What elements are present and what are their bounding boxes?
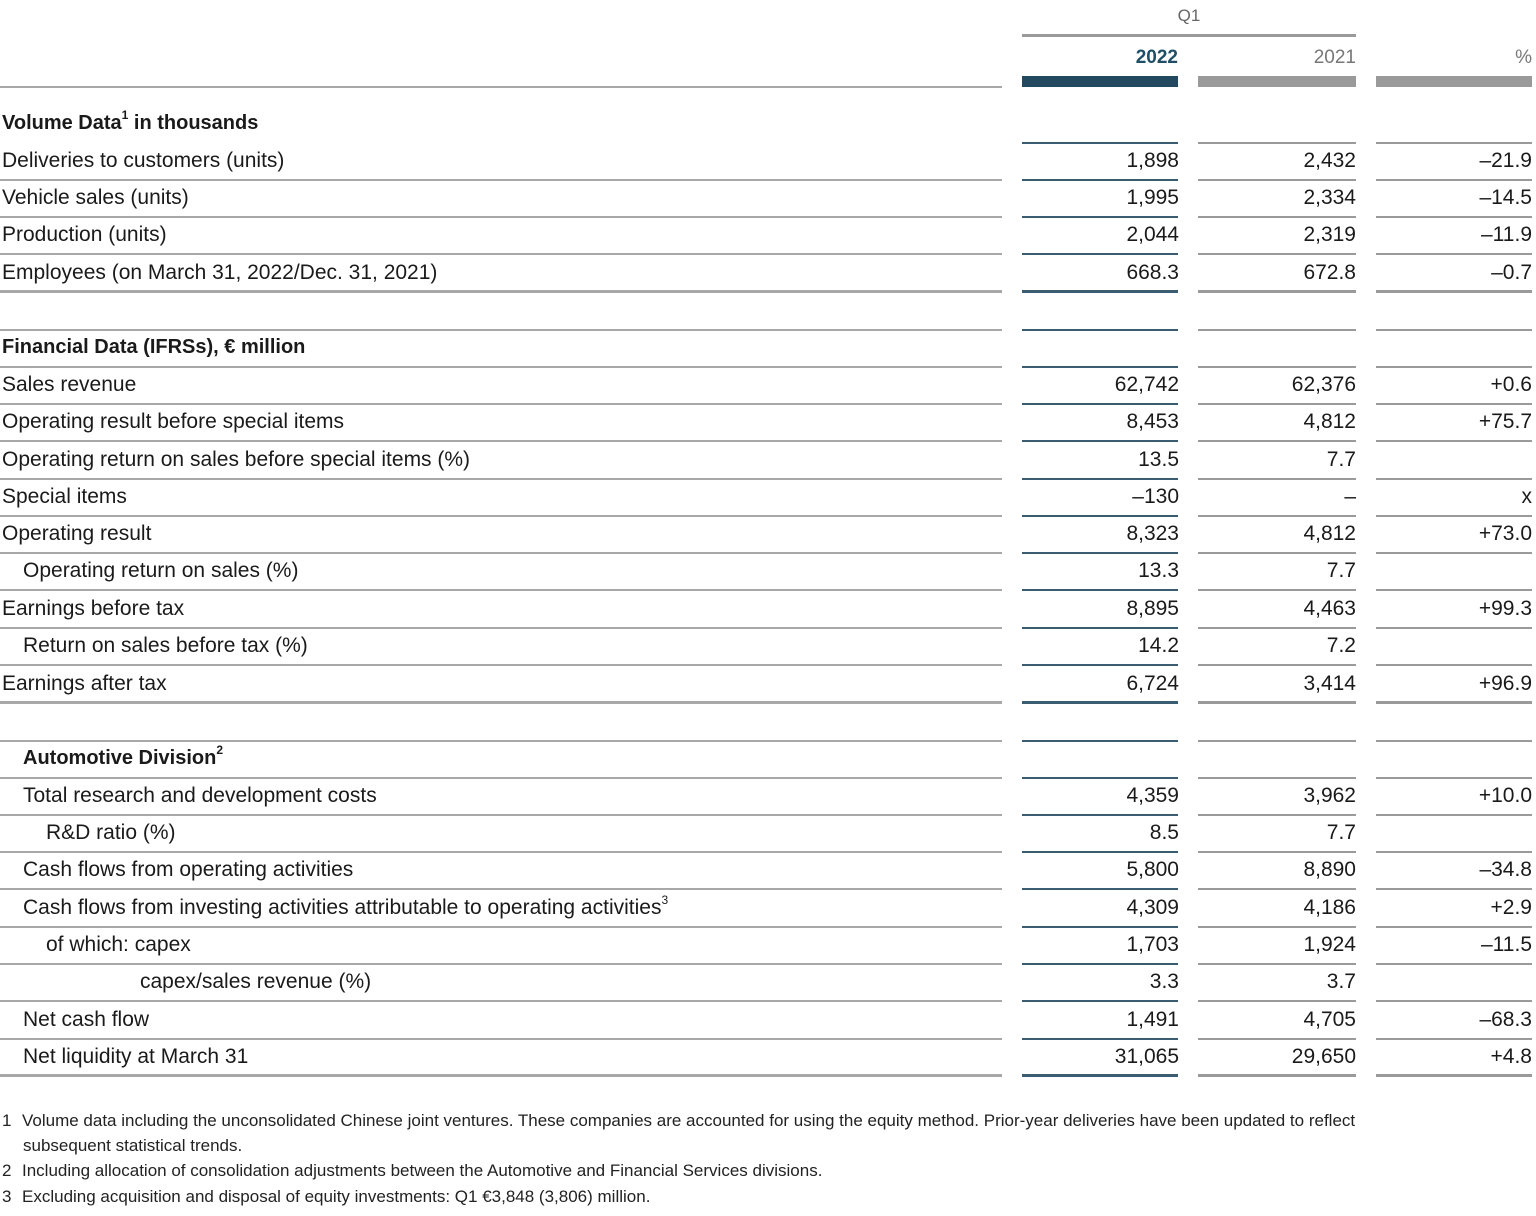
divider bbox=[1022, 253, 1178, 255]
divider bbox=[1198, 664, 1356, 666]
section-spacer bbox=[0, 294, 1536, 331]
value-2022: 8.5 bbox=[1149, 821, 1179, 844]
value-2022: 1,491 bbox=[1126, 1008, 1179, 1031]
value-2022: 1,995 bbox=[1126, 186, 1179, 209]
value-percent: –11.9 bbox=[1481, 223, 1532, 246]
row-label: Total research and development costs bbox=[23, 784, 377, 807]
value-2022: 1,703 bbox=[1126, 933, 1179, 956]
divider bbox=[1198, 1000, 1356, 1002]
value-2021: – bbox=[1344, 485, 1356, 508]
value-2022: 13.5 bbox=[1138, 448, 1179, 471]
divider bbox=[1198, 253, 1356, 255]
value-2021: 4,186 bbox=[1303, 896, 1356, 919]
value-2021: 4,463 bbox=[1303, 597, 1356, 620]
value-2022: 4,359 bbox=[1126, 784, 1179, 807]
value-percent: +99.3 bbox=[1478, 597, 1532, 620]
table-row bbox=[0, 405, 1536, 442]
value-2021: 3.7 bbox=[1326, 970, 1356, 993]
row-label: Operating return on sales (%) bbox=[23, 559, 299, 582]
value-percent: –34.8 bbox=[1479, 858, 1532, 881]
table-row bbox=[0, 144, 1536, 181]
divider bbox=[1376, 1000, 1532, 1002]
divider bbox=[1022, 664, 1178, 666]
divider bbox=[1376, 290, 1532, 293]
row-label: Net cash flow bbox=[23, 1008, 150, 1031]
row-label: Vehicle sales (units) bbox=[2, 186, 189, 209]
column-header-2021: 2021 bbox=[1313, 47, 1356, 68]
value-percent: +0.6 bbox=[1490, 373, 1532, 396]
footnote-number: 2 bbox=[2, 1161, 12, 1180]
value-2022: –130 bbox=[1132, 485, 1179, 508]
row-label: Production (units) bbox=[2, 223, 167, 246]
divider bbox=[0, 1074, 1002, 1077]
section-heading-volume bbox=[0, 107, 1536, 144]
table-row bbox=[0, 816, 1536, 853]
value-2021: 3,414 bbox=[1303, 672, 1356, 695]
value-2022: 31,065 bbox=[1114, 1045, 1179, 1068]
divider bbox=[0, 701, 1002, 704]
footnote-number: 3 bbox=[2, 1187, 12, 1206]
footnote-continuation: subsequent statistical trends. bbox=[23, 1136, 243, 1155]
divider bbox=[1022, 440, 1178, 442]
row-label: Cash flows from investing activities attributable to operating activities$^3$ bbox=[23, 893, 669, 919]
table-row bbox=[0, 256, 1536, 293]
table-row bbox=[0, 181, 1536, 218]
value-2021: 4,812 bbox=[1303, 410, 1356, 433]
value-2021: 3,962 bbox=[1303, 784, 1356, 807]
table-row bbox=[0, 1003, 1536, 1040]
row-label: Operating result before special items bbox=[2, 410, 344, 433]
table-row bbox=[0, 554, 1536, 591]
section-title: Automotive Division$^2$ bbox=[23, 743, 224, 769]
divider bbox=[0, 440, 1002, 442]
table-row bbox=[0, 779, 1536, 816]
table-row bbox=[0, 443, 1536, 480]
row-label: Net liquidity at March 31 bbox=[23, 1045, 249, 1068]
footnote-text: Excluding acquisition and disposal of equity investments: Q1 €3,848 (3,806) million. bbox=[22, 1187, 651, 1206]
value-2021: 1,924 bbox=[1303, 933, 1356, 956]
section-title: Financial Data (IFRSs), € million bbox=[2, 336, 306, 358]
table-row bbox=[0, 853, 1536, 890]
divider bbox=[0, 253, 1002, 255]
row-label: of which: capex bbox=[46, 933, 191, 956]
value-percent: –68.3 bbox=[1479, 1008, 1532, 1031]
value-percent: +75.7 bbox=[1478, 410, 1532, 433]
value-2021: 62,376 bbox=[1291, 373, 1356, 396]
row-label: Employees (on March 31, 2022/Dec. 31, 2021) bbox=[2, 261, 438, 284]
value-2021: 7.7 bbox=[1326, 448, 1356, 471]
column-bar-2021 bbox=[1198, 76, 1356, 87]
column-bar-2022 bbox=[1022, 76, 1178, 87]
divider bbox=[1376, 589, 1532, 591]
row-label: capex/sales revenue (%) bbox=[140, 970, 372, 993]
divider bbox=[1376, 664, 1532, 666]
value-2022: 6,724 bbox=[1126, 672, 1179, 695]
value-percent: –14.5 bbox=[1479, 186, 1532, 209]
table-row bbox=[0, 592, 1536, 629]
table-row bbox=[0, 1040, 1536, 1077]
value-2022: 8,323 bbox=[1126, 522, 1179, 545]
row-label: Cash flows from operating activities bbox=[23, 858, 354, 881]
value-2022: 5,800 bbox=[1126, 858, 1179, 881]
value-2022: 13.3 bbox=[1138, 559, 1179, 582]
value-percent: +4.8 bbox=[1490, 1045, 1532, 1068]
row-label: Operating result bbox=[2, 522, 152, 545]
value-2022: 3.3 bbox=[1149, 970, 1179, 993]
divider bbox=[1022, 589, 1178, 591]
value-2022: 4,309 bbox=[1126, 896, 1179, 919]
table-row bbox=[0, 965, 1536, 1002]
value-2021: 4,812 bbox=[1303, 522, 1356, 545]
table-row bbox=[0, 667, 1536, 704]
value-2021: 7.7 bbox=[1326, 559, 1356, 582]
divider bbox=[1022, 1074, 1178, 1077]
value-percent: x bbox=[1521, 485, 1532, 508]
row-label: Deliveries to customers (units) bbox=[2, 149, 285, 172]
row-label: Earnings after tax bbox=[2, 672, 167, 695]
value-2022: 62,742 bbox=[1114, 373, 1179, 396]
divider bbox=[1198, 888, 1356, 890]
value-percent: –11.5 bbox=[1481, 933, 1532, 956]
divider bbox=[1376, 888, 1532, 890]
divider bbox=[1376, 701, 1532, 704]
value-2022: 8,453 bbox=[1126, 410, 1179, 433]
value-percent: +73.0 bbox=[1478, 522, 1532, 545]
row-label: Earnings before tax bbox=[2, 597, 185, 620]
period-header: Q1 bbox=[1177, 6, 1201, 25]
column-header-percent: % bbox=[1515, 47, 1532, 68]
section-title: Volume Data$^1$ in thousands bbox=[2, 108, 259, 134]
divider bbox=[1022, 701, 1178, 704]
table-row bbox=[0, 928, 1536, 965]
value-2021: 2,334 bbox=[1303, 186, 1356, 209]
divider bbox=[0, 888, 1002, 890]
divider bbox=[0, 1000, 1002, 1002]
value-2021: 29,650 bbox=[1291, 1045, 1356, 1068]
column-header-2022: 2022 bbox=[1135, 47, 1178, 68]
footnote-text: Volume data including the unconsolidated Chinese joint ventures. These companies are accounted for using the equity method. Prior-year deliveries have been updated to reflect bbox=[22, 1111, 1356, 1130]
column-bar-percent bbox=[1376, 76, 1532, 87]
value-2022: 2,044 bbox=[1126, 223, 1179, 246]
value-2022: 14.2 bbox=[1138, 634, 1179, 657]
section-spacer bbox=[0, 705, 1536, 742]
divider bbox=[1198, 1074, 1356, 1077]
divider bbox=[1022, 1000, 1178, 1002]
row-label: R&D ratio (%) bbox=[46, 821, 176, 844]
value-2022: 8,895 bbox=[1126, 597, 1179, 620]
section-heading-automotive bbox=[0, 742, 1536, 779]
divider bbox=[0, 290, 1002, 293]
header-divider bbox=[0, 86, 1002, 88]
value-percent: –21.9 bbox=[1479, 149, 1532, 172]
divider bbox=[0, 589, 1002, 591]
value-2022: 1,898 bbox=[1126, 149, 1179, 172]
divider bbox=[1198, 589, 1356, 591]
row-label: Sales revenue bbox=[2, 373, 137, 396]
divider bbox=[0, 664, 1002, 666]
divider bbox=[1376, 440, 1532, 442]
table-row bbox=[0, 218, 1536, 255]
value-2021: 7.7 bbox=[1326, 821, 1356, 844]
period-underline bbox=[1022, 34, 1356, 37]
value-2021: 8,890 bbox=[1303, 858, 1356, 881]
footnote-number: 1 bbox=[2, 1111, 12, 1130]
divider bbox=[1022, 290, 1178, 293]
divider bbox=[1376, 1074, 1532, 1077]
row-label: Operating return on sales before special items (%) bbox=[2, 448, 471, 471]
divider bbox=[1198, 701, 1356, 704]
value-2021: 2,319 bbox=[1303, 223, 1356, 246]
value-2021: 4,705 bbox=[1303, 1008, 1356, 1031]
divider bbox=[1022, 888, 1178, 890]
table-row bbox=[0, 368, 1536, 405]
value-percent: –0.7 bbox=[1491, 261, 1532, 284]
value-2021: 2,432 bbox=[1303, 149, 1356, 172]
value-2022: 668.3 bbox=[1126, 261, 1179, 284]
footnote bbox=[2, 1111, 1355, 1131]
divider bbox=[1376, 253, 1532, 255]
value-2021: 7.2 bbox=[1326, 634, 1356, 657]
value-2021: 672.8 bbox=[1303, 261, 1356, 284]
footnote bbox=[2, 1187, 650, 1207]
value-percent: +96.9 bbox=[1478, 672, 1532, 695]
table-row bbox=[0, 629, 1536, 666]
table-row bbox=[0, 891, 1536, 928]
table-row bbox=[0, 517, 1536, 554]
section-heading-financial bbox=[0, 331, 1536, 368]
row-label: Special items bbox=[2, 485, 127, 508]
row-label: Return on sales before tax (%) bbox=[23, 634, 308, 657]
value-percent: +10.0 bbox=[1478, 784, 1532, 807]
divider bbox=[1198, 440, 1356, 442]
value-percent: +2.9 bbox=[1490, 896, 1532, 919]
table-row bbox=[0, 480, 1536, 517]
footnote bbox=[2, 1161, 822, 1181]
divider bbox=[1198, 290, 1356, 293]
footnote-text: Including allocation of consolidation adjustments between the Automotive and Financial Services divisions. bbox=[22, 1161, 823, 1180]
